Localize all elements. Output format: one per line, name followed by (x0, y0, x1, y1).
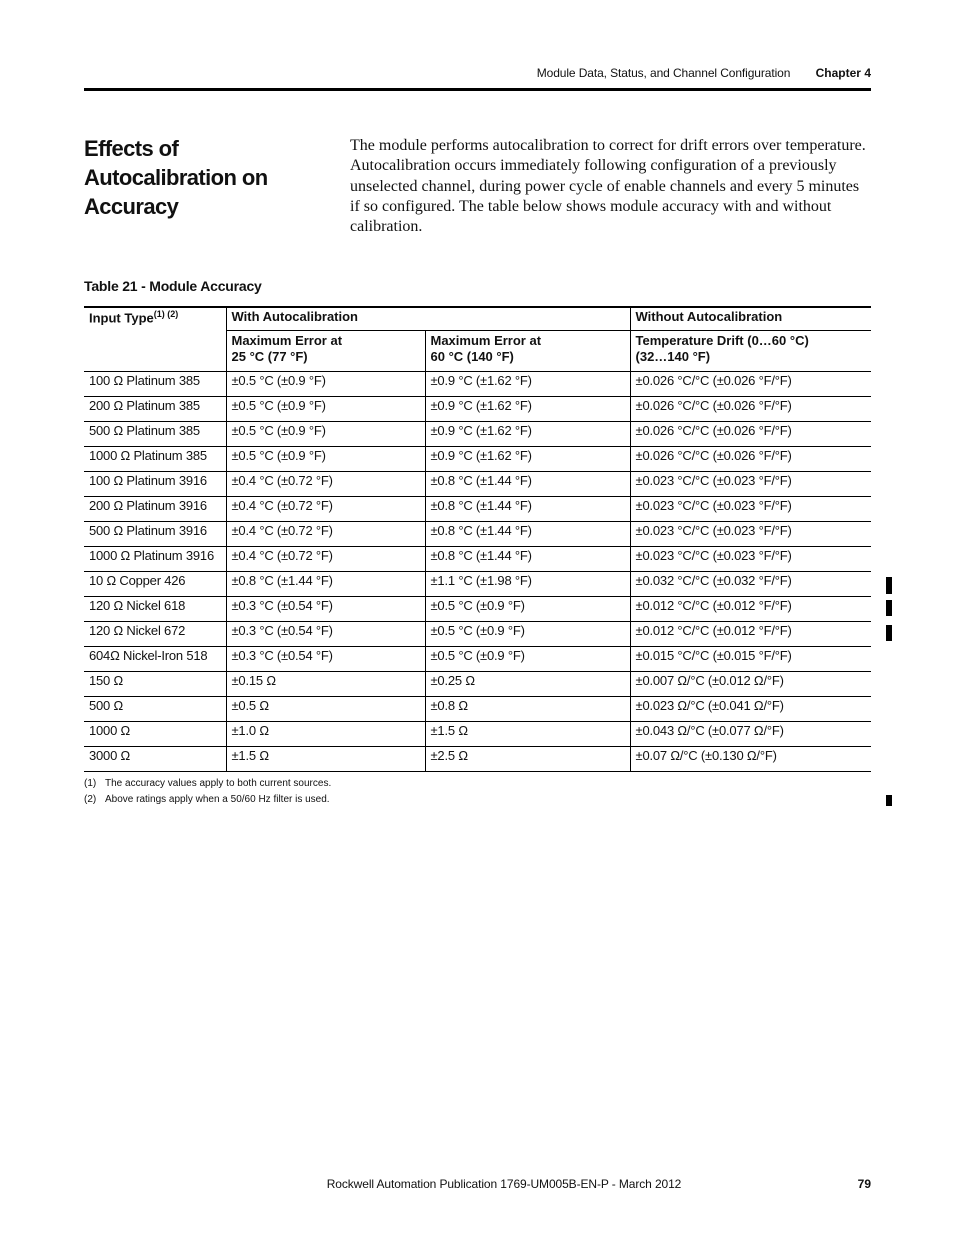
table-row (84, 397, 871, 422)
table-cell: ±1.5 Ω (226, 747, 425, 772)
table-row (84, 597, 871, 622)
page-footer (84, 1177, 871, 1193)
table-cell: ±0.3 °C (±0.54 °F) (226, 597, 425, 622)
table-cell: ±0.5 °C (±0.9 °F) (425, 622, 630, 647)
table-cell: 200 Ω Platinum 3916 (84, 497, 226, 522)
header-section-title: Module Data, Status, and Channel Configuration (536, 66, 791, 80)
table-cell: ±0.015 °C/°C (±0.015 °F/°F) (630, 647, 871, 672)
footnote: (2) Above ratings apply when a 50/60 Hz filter is used. (84, 794, 330, 805)
table-cell: ±0.3 °C (±0.54 °F) (226, 622, 425, 647)
table-row (84, 497, 871, 522)
table-cell: 100 Ω Platinum 385 (84, 372, 226, 397)
table-caption: Table 21 - Module Accuracy (84, 278, 262, 294)
table-cell: 10 Ω Copper 426 (84, 572, 226, 597)
header-without-autocalibration: Without Autocalibration (630, 307, 871, 331)
table-cell: ±0.026 °C/°C (±0.026 °F/°F) (630, 422, 871, 447)
table-cell: ±0.023 °C/°C (±0.023 °F/°F) (630, 522, 871, 547)
table-cell: 1000 Ω (84, 722, 226, 747)
table-cell: ±0.8 °C (±1.44 °F) (425, 472, 630, 497)
table-cell: ±0.15 Ω (226, 672, 425, 697)
table-cell: 1000 Ω Platinum 385 (84, 447, 226, 472)
table-row (84, 622, 871, 647)
table-cell: ±0.4 °C (±0.72 °F) (226, 497, 425, 522)
header-temperature-drift: Temperature Drift (0…60 °C) (32…140 °F) (630, 331, 871, 372)
header-max-error-25c: Maximum Error at 25 °C (77 °F) (226, 331, 425, 372)
table-row (84, 372, 871, 397)
table-cell: 500 Ω (84, 697, 226, 722)
table-row (84, 522, 871, 547)
change-bar (886, 625, 892, 641)
page-header (84, 66, 871, 82)
change-bar (886, 577, 892, 594)
table-cell: ±0.5 Ω (226, 697, 425, 722)
table-cell: ±0.026 °C/°C (±0.026 °F/°F) (630, 372, 871, 397)
table-cell: ±0.5 °C (±0.9 °F) (226, 422, 425, 447)
intro-paragraph: The module performs autocalibration to correct for drift errors over temperature. Autocalibration occurs immediately following configuration of a previously unselected channel, during power cycle of enable channels and every 5 minutes if so configured. The table below shows module accuracy with and without calibration. (350, 137, 866, 236)
header-with-autocalibration: With Autocalibration (226, 307, 630, 331)
table-cell: ±1.5 Ω (425, 722, 630, 747)
table-cell: ±0.5 °C (±0.9 °F) (226, 372, 425, 397)
section-title: Effects of Autocalibration on Accuracy (84, 136, 268, 219)
table-cell: ±0.5 °C (±0.9 °F) (226, 447, 425, 472)
table-row (84, 672, 871, 697)
table-cell: 604Ω Nickel-Iron 518 (84, 647, 226, 672)
table-cell: ±0.4 °C (±0.72 °F) (226, 472, 425, 497)
table-cell: ±0.3 °C (±0.54 °F) (226, 647, 425, 672)
footer-publication: Rockwell Automation Publication 1769-UM005B-EN-P - March 2012 (326, 1177, 682, 1191)
module-accuracy-table (84, 306, 871, 772)
table-row (84, 447, 871, 472)
change-bar (886, 795, 892, 806)
table-cell: ±0.026 °C/°C (±0.026 °F/°F) (630, 397, 871, 422)
table-cell: 500 Ω Platinum 3916 (84, 522, 226, 547)
table-cell: ±0.8 Ω (425, 697, 630, 722)
table-row (84, 572, 871, 597)
table-cell: ±0.5 °C (±0.9 °F) (425, 597, 630, 622)
table-cell: ±0.9 °C (±1.62 °F) (425, 422, 630, 447)
table-header-row (84, 307, 871, 331)
table-cell: ±0.9 °C (±1.62 °F) (425, 397, 630, 422)
table-cell: ±0.012 °C/°C (±0.012 °F/°F) (630, 597, 871, 622)
table-body (84, 372, 871, 772)
table-row (84, 547, 871, 572)
table-cell: ±0.023 °C/°C (±0.023 °F/°F) (630, 547, 871, 572)
table-cell: ±0.023 Ω/°C (±0.041 Ω/°F) (630, 697, 871, 722)
footnotes (84, 776, 331, 808)
table-cell: ±0.9 °C (±1.62 °F) (425, 447, 630, 472)
table-cell: ±2.5 Ω (425, 747, 630, 772)
table-cell: ±0.8 °C (±1.44 °F) (425, 497, 630, 522)
table-cell: 100 Ω Platinum 3916 (84, 472, 226, 497)
table-row (84, 697, 871, 722)
table-cell: ±0.026 °C/°C (±0.026 °F/°F) (630, 447, 871, 472)
table-cell: ±0.4 °C (±0.72 °F) (226, 547, 425, 572)
table-cell: ±0.032 °C/°C (±0.032 °F/°F) (630, 572, 871, 597)
header-rule (84, 88, 871, 91)
header-input-type: Input Type$^{(1) (2)}$ (84, 307, 226, 372)
table-cell: 120 Ω Nickel 672 (84, 622, 226, 647)
table-cell: ±0.25 Ω (425, 672, 630, 697)
table-cell: ±0.5 °C (±0.9 °F) (425, 647, 630, 672)
table-cell: ±0.007 Ω/°C (±0.012 Ω/°F) (630, 672, 871, 697)
table-row (84, 422, 871, 447)
table-cell: 200 Ω Platinum 385 (84, 397, 226, 422)
table-row (84, 747, 871, 772)
change-bar (886, 600, 892, 616)
table-cell: ±0.023 °C/°C (±0.023 °F/°F) (630, 472, 871, 497)
table-cell: 500 Ω Platinum 385 (84, 422, 226, 447)
table-cell: 120 Ω Nickel 618 (84, 597, 226, 622)
table-cell: 1000 Ω Platinum 3916 (84, 547, 226, 572)
table-cell: ±0.012 °C/°C (±0.012 °F/°F) (630, 622, 871, 647)
table-row (84, 472, 871, 497)
table-row (84, 647, 871, 672)
table-row (84, 722, 871, 747)
table-cell: ±0.9 °C (±1.62 °F) (425, 372, 630, 397)
table-cell: ±0.8 °C (±1.44 °F) (226, 572, 425, 597)
footnote-refs: (1) (2) (153, 309, 179, 319)
table-cell: ±0.8 °C (±1.44 °F) (425, 547, 630, 572)
table-cell: 150 Ω (84, 672, 226, 697)
header-max-error-60c: Maximum Error at 60 °C (140 °F) (425, 331, 630, 372)
table-cell: ±0.8 °C (±1.44 °F) (425, 522, 630, 547)
footnote: (1) The accuracy values apply to both current sources. (84, 778, 332, 789)
table-cell: ±0.4 °C (±0.72 °F) (226, 522, 425, 547)
table-cell: 3000 Ω (84, 747, 226, 772)
header-chapter: Chapter 4 (815, 66, 871, 80)
table-cell: ±0.07 Ω/°C (±0.130 Ω/°F) (630, 747, 871, 772)
table-cell: ±1.0 Ω (226, 722, 425, 747)
table-cell: ±0.023 °C/°C (±0.023 °F/°F) (630, 497, 871, 522)
table-cell: ±0.5 °C (±0.9 °F) (226, 397, 425, 422)
table-cell: ±1.1 °C (±1.98 °F) (425, 572, 630, 597)
page-number: 79 (857, 1177, 871, 1191)
table-cell: ±0.043 Ω/°C (±0.077 Ω/°F) (630, 722, 871, 747)
